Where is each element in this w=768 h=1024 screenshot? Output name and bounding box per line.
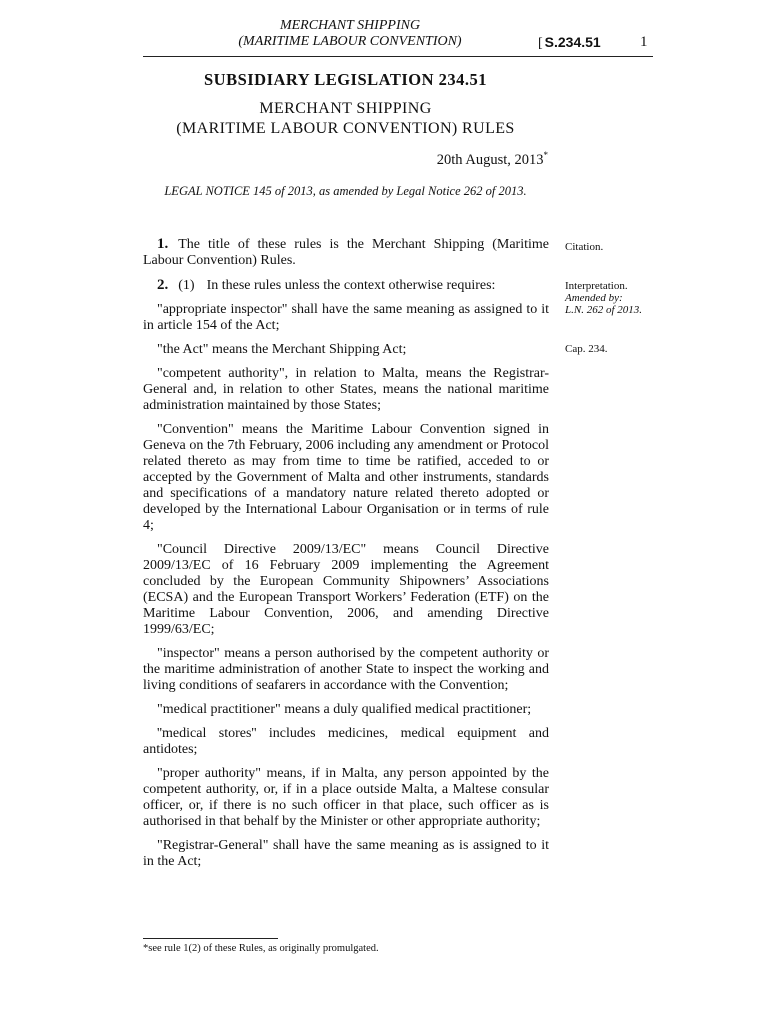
margin-note-cap: Cap. 234. xyxy=(565,343,608,355)
footnote-divider xyxy=(143,938,278,939)
subrule-number: (1) xyxy=(178,278,195,293)
enactment-date xyxy=(300,150,548,169)
definition-council-directive: "Council Directive 2009/13/EC" means Council Directive 2009/13/EC of 16 February 2009 implementing the Agreement concluded by the European Community Shipowners’ Associations (ECSA) and the European Transport Workers’ Federation (ETF) on the Maritime Labour Convention, 2006, and amending Directive 1999/63/EC; xyxy=(143,542,549,637)
act-title-line1: MERCHANT SHIPPING xyxy=(259,100,432,117)
margin-note-interpretation-label: Interpretation. xyxy=(565,280,628,292)
running-head-reference xyxy=(538,34,601,52)
definition-the-act: "the Act" means the Merchant Shipping Act; xyxy=(157,342,407,357)
footnote-marker: * xyxy=(543,150,548,160)
margin-note-citation: Citation. xyxy=(565,241,604,253)
page-number: 1 xyxy=(640,34,648,50)
rules-body xyxy=(143,236,549,878)
running-head-bracket: [ xyxy=(538,36,543,51)
definition-medical-practitioner: "medical practitioner" means a duly qualified medical practitioner; xyxy=(157,702,532,717)
rule-text: In these rules unless the context otherwise requires: xyxy=(206,278,496,293)
rule-number: 2. xyxy=(157,277,169,293)
margin-note-interpretation xyxy=(565,280,660,316)
definition-medical-stores: ''medical stores'' includes medicines, medical equipment and antidotes; xyxy=(143,726,549,757)
rule-text: The title of these rules is the Merchant Shipping (Maritime Labour Convention) Rules. xyxy=(143,237,549,268)
margin-note-amended-by: Amended by: xyxy=(565,292,623,304)
running-head-title xyxy=(200,18,500,50)
running-head-title-line1: MERCHANT SHIPPING xyxy=(279,18,421,33)
rule-number: 1. xyxy=(157,236,169,252)
definition-registrar-general: "Registrar-General" shall have the same meaning as is assigned to it in the Act; xyxy=(143,838,549,869)
enactment-date-text: 20th August, 2013 xyxy=(436,151,544,168)
footnote: *see rule 1(2) of these Rules, as originally promulgated. xyxy=(143,943,379,954)
definition-convention: "Convention" means the Maritime Labour Convention signed in Geneva on the 7th February, 2006 including any amendment or Protocol related thereto as may from time to time be ratified, acceded to or accepted by the Government of Malta and other instruments, standards and specifications of a mandatory nature related thereto adopted or developed by the International Labour Organisation or in terms of rule 4; xyxy=(143,422,549,533)
running-head-ref-code: S.234.51 xyxy=(544,34,601,50)
rule-1 xyxy=(143,236,549,269)
definition-competent-authority: "competent authority", in relation to Malta, means the Registrar-General and, in relation to other States, means the national maritime administration maintained by those States; xyxy=(143,366,549,413)
subsidiary-legislation-heading: SUBSIDIARY LEGISLATION 234.51 xyxy=(203,70,488,89)
definition-appropriate-inspector: "appropriate inspector" shall have the same meaning as assigned to it in article 154 of the Act; xyxy=(143,302,549,333)
act-title xyxy=(143,99,548,139)
legal-notice: LEGAL NOTICE 145 of 2013, as amended by Legal Notice 262 of 2013. xyxy=(164,184,527,198)
header-divider xyxy=(143,56,653,57)
definition-inspector: "inspector" means a person authorised by the competent authority or the maritime administration of another State to inspect the working and living conditions of seafarers in accordance with the Convention; xyxy=(143,646,549,693)
running-head-title-line2: (MARITIME LABOUR CONVENTION) xyxy=(238,34,462,49)
act-title-line2: (MARITIME LABOUR CONVENTION) RULES xyxy=(176,120,515,137)
definition-proper-authority: "proper authority" means, if in Malta, any person appointed by the competent authority, or, if in a place outside Malta, a Maltese consular officer, or, if there is no such officer in that place, such officer as is authorised in that behalf by the Minister or other appropriate authority; xyxy=(143,766,549,829)
running-head xyxy=(140,18,660,58)
margin-note-amended-ref: L.N. 262 of 2013. xyxy=(565,304,643,316)
rule-2 xyxy=(143,277,549,294)
